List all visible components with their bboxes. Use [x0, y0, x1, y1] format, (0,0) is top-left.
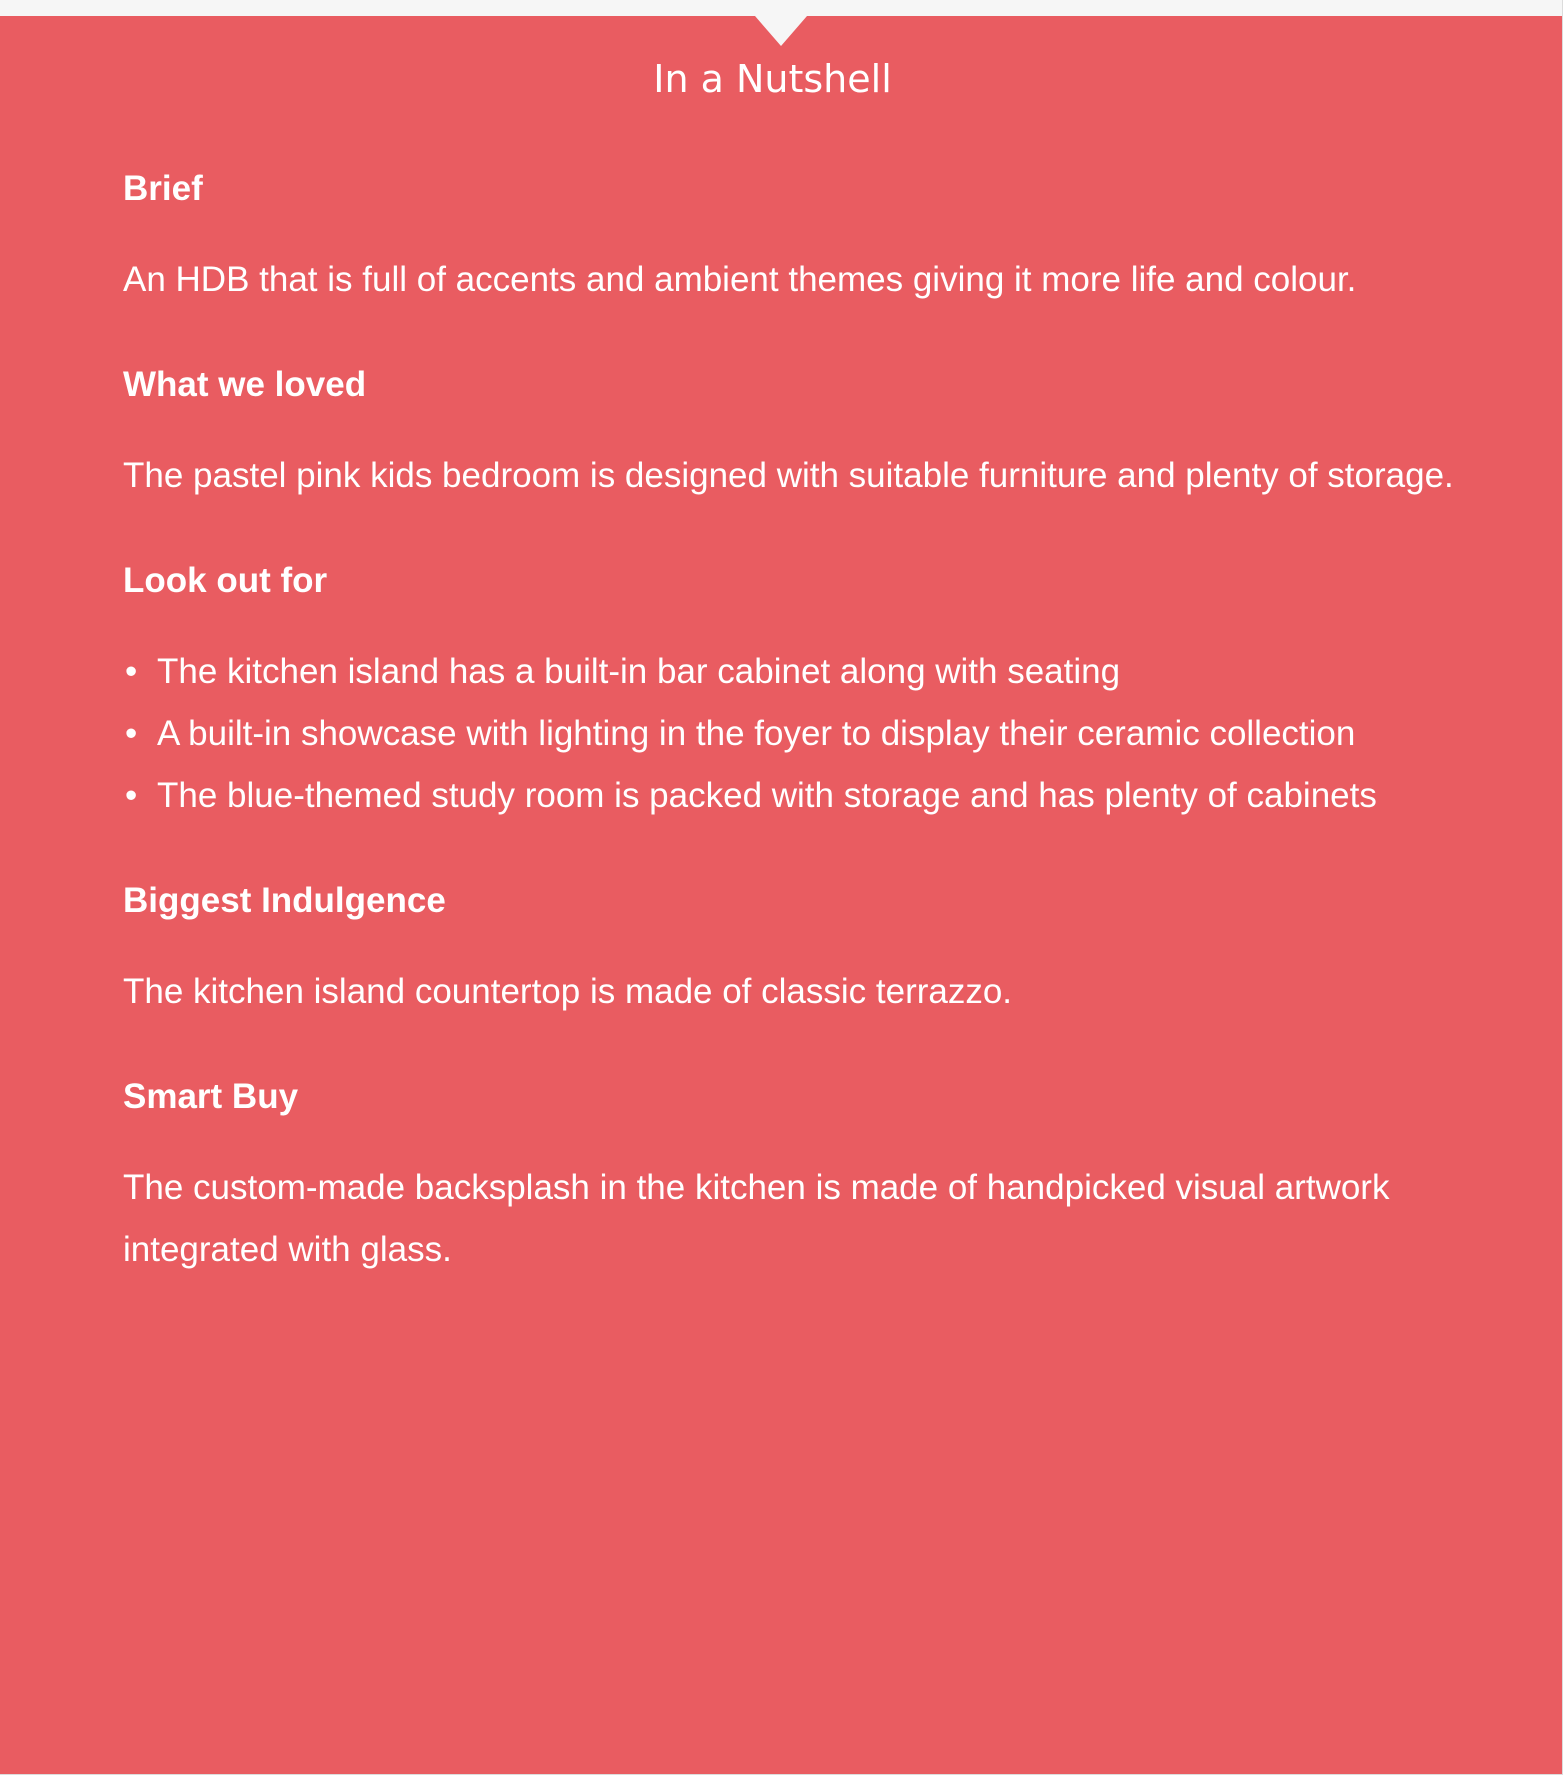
section-body-biggest-indulgence: The kitchen island countertop is made of classic terrazzo.	[123, 972, 1013, 1011]
pointer-notch	[755, 16, 807, 46]
section-biggest-indulgence	[123, 869, 1478, 1023]
section-heading-brief: Brief	[123, 169, 203, 208]
section-heading-biggest-indulgence: Biggest Indulgence	[123, 881, 446, 920]
section-body-smart-buy: The custom-made backsplash in the kitchen is made of handpicked visual artwork integrated with glass.	[123, 1168, 1390, 1269]
bullet-icon: •	[125, 652, 138, 691]
list-item-text: The kitchen island has a built-in bar cabinet along with seating	[157, 652, 1121, 691]
list-item-text: The blue-themed study room is packed with storage and has plenty of cabinets	[157, 776, 1377, 815]
look-out-for-list	[123, 641, 1478, 827]
card-title: In a Nutshell	[653, 57, 892, 101]
section-look-out-for	[123, 549, 1478, 827]
section-heading-look-out-for: Look out for	[123, 561, 328, 600]
section-body-brief: An HDB that is full of accents and ambient themes giving it more life and colour.	[123, 260, 1357, 299]
bullet-icon: •	[125, 776, 138, 815]
section-smart-buy	[123, 1065, 1478, 1281]
list-item-text: A built-in showcase with lighting in the foyer to display their ceramic collection	[157, 714, 1356, 753]
section-heading-smart-buy: Smart Buy	[123, 1077, 299, 1116]
section-what-we-loved	[123, 353, 1478, 507]
list-item	[123, 765, 1478, 827]
bullet-icon: •	[125, 714, 138, 753]
section-heading-what-we-loved: What we loved	[123, 365, 367, 404]
nutshell-content	[123, 157, 1478, 1281]
list-item	[123, 641, 1478, 703]
section-body-what-we-loved: The pastel pink kids bedroom is designed with suitable furniture and plenty of storage.	[123, 456, 1454, 495]
list-item	[123, 703, 1478, 765]
section-brief	[123, 157, 1478, 311]
